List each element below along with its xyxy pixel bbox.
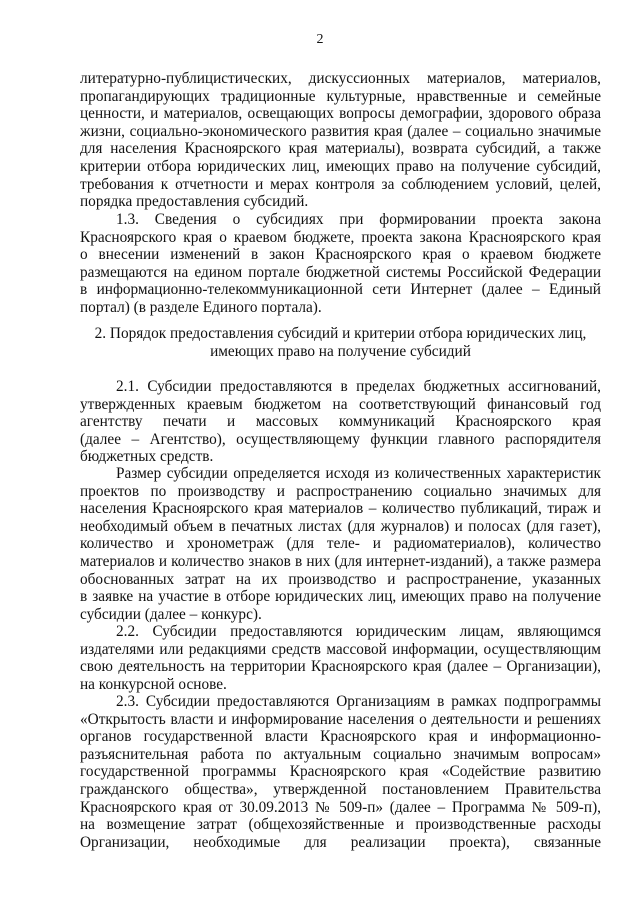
text-line: о внесении изменений в закон Красноярского края о краевом бюджете [80, 246, 601, 264]
paragraph-2-1 [80, 378, 601, 466]
text-line: жизни, социально-экономического развития края (далее – социально значимые [80, 122, 601, 140]
text-line: материалов и количество знаков в них (для интернет-изданий), а также размера [80, 552, 601, 570]
text-line: портал) (в разделе Единого портала). [80, 298, 322, 316]
text-line: порядка предоставления субсидий. [80, 193, 309, 211]
text-line: в заявке на участие в отборе юридических лиц, имеющих право на получение [80, 588, 601, 606]
text-line: требования к отчетности и мерах контроля за соблюдением условий, целей, [80, 175, 601, 193]
text-line: Красноярского края от 30.09.2013 № 509-п» (далее – Программа № 509-п), [80, 798, 601, 816]
text-line: гражданского общества», утвержденной постановлением Правительства [80, 780, 601, 798]
text-line: ценности, и материалов, освещающих вопросы демографии, здорового образа [80, 105, 601, 123]
text-line: 2.1. Субсидии предоставляются в пределах бюджетных ассигнований, [116, 378, 601, 395]
text-line: обоснованных затрат на их производство и распространение, указанных [80, 570, 601, 588]
paragraph-2-3 [80, 693, 601, 851]
text-line: Размер субсидии определяется исходя из количественных характеристик [116, 465, 601, 482]
text-line: разъяснительная работа по актуальным социально значимым вопросам» [80, 745, 601, 763]
paragraph-1-2-continuation [80, 70, 601, 211]
text-line: бюджетных средств. [80, 448, 214, 466]
text-line: (далее – Агентство), осуществляющему функции главного распорядителя [80, 430, 601, 448]
page-number: 2 [316, 32, 324, 47]
paragraph-2-2 [80, 623, 601, 693]
paragraph-1-3 [80, 211, 601, 317]
text-line: проектов по производству и распространению социально значимых для [80, 482, 601, 500]
heading-line: 2. Порядок предоставления субсидий и критерии отбора юридических лиц, [94, 325, 587, 342]
text-line: Красноярского края о краевом бюджете, проекта закона Красноярского края [80, 228, 601, 246]
text-line: органов государственной власти Красноярского края и информационно- [80, 728, 601, 746]
text-line: 2.2. Субсидии предоставляются юридическим лицам, являющимся [116, 623, 601, 640]
text-line: критерии отбора юридических лиц, имеющих право на получение субсидий, [80, 157, 601, 175]
text-line: утвержденных краевым бюджетом на соответствующий финансовый год [80, 395, 601, 413]
text-line: издателями или редакциями средств массовой информации, осуществляющим [80, 640, 601, 658]
text-line: 2.3. Субсидии предоставляются Организациям в рамках подпрограммы [116, 693, 601, 710]
text-line: свою деятельность на территории Красноярского края (далее – Организации), [80, 658, 601, 676]
heading-line: имеющих право на получение субсидий [210, 343, 471, 360]
text-line: субсидии (далее – конкурс). [80, 605, 262, 623]
text-line: населения Красноярского края материалов – количество публикаций, тираж и [80, 500, 601, 518]
text-line: на конкурсной основе. [80, 675, 227, 693]
text-line: государственной программы Красноярского края «Содействие развитию [80, 763, 601, 781]
text-line: пропагандирующих традиционные культурные, нравственные и семейные [80, 87, 601, 105]
text-line: количество и хронометраж (для теле- и радиоматериалов), количество [80, 535, 601, 553]
text-line: «Открытость власти и информирование населения о деятельности и решениях [80, 710, 601, 728]
text-line: в информационно-телекоммуникационной сети Интернет (далее – Единый [80, 281, 601, 299]
paragraph-subsidy-size [80, 465, 601, 623]
text-line: Организации, необходимые для реализации проекта), связанные [80, 833, 601, 851]
text-line: агентству печати и массовых коммуникаций Красноярского края [80, 413, 601, 431]
text-line: размещаются на едином портале бюджетной системы Российской Федерации [80, 263, 601, 281]
text-line: 1.3. Сведения о субсидиях при формировании проекта закона [116, 211, 601, 228]
section-2-heading [80, 325, 601, 361]
text-line: необходимый объем в печатных листах (для журналов) и полосах (для газет), [80, 517, 601, 535]
text-line: для населения Красноярского края материалы), возврата субсидий, а также [80, 140, 601, 158]
text-line: на возмещение затрат (общехозяйственные и производственные расходы [80, 816, 601, 834]
text-line: литературно-публицистических, дискуссионных материалов, материалов, [80, 70, 601, 87]
